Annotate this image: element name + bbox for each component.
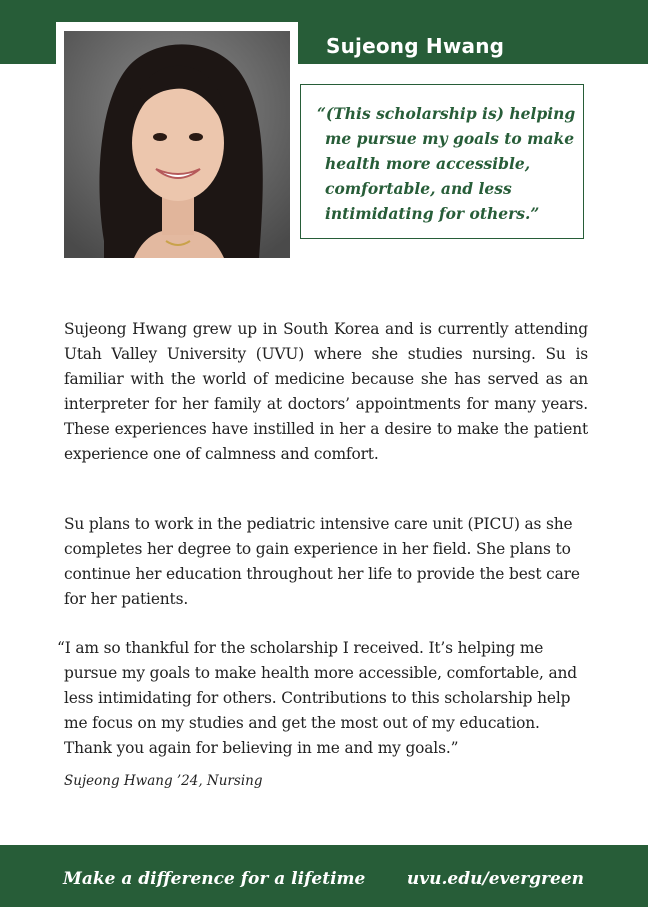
footer-band xyxy=(0,845,648,907)
photo-frame xyxy=(56,22,298,268)
pull-quote-box xyxy=(300,84,584,239)
quote-signature: Sujeong Hwang ’24, Nursing xyxy=(64,773,263,789)
portrait-icon xyxy=(64,31,290,258)
footer-url-link[interactable]: uvu.edu/evergreen xyxy=(406,869,584,889)
portrait-photo xyxy=(64,31,290,258)
student-quote: “I am so thankful for the scholarship I received. It’s helping me pursue my goals to make health more accessible, comfortable, and less intimidating for others. Contributions to this scholarship help me focus on my studies and get the most out of my education. Thank you again for believing in me and my goals.” xyxy=(57,639,577,757)
student-name: Sujeong Hwang xyxy=(326,34,505,58)
bio-paragraph-2: Su plans to work in the pediatric intensive care unit (PICU) as she completes her degree to gain experience in her field. She plans to continue her education throughout her life to provide the best care for her patients. xyxy=(64,515,580,608)
footer-tagline: Make a difference for a lifetime xyxy=(63,869,366,889)
pull-quote: “(This scholarship is) helping me pursue my goals to make health more accessible, comfortable, and less intimidating for others.” xyxy=(317,104,576,223)
bio-paragraph-1: Sujeong Hwang grew up in South Korea and is currently attending Utah Valley University (UVU) where she studies nursing. Su is familiar with the world of medicine because she has served as an interpreter for her family at doctors’ appointments for many years. These experiences have instilled in her a desire to make the patient experience one of calmness and comfort. xyxy=(64,320,588,463)
